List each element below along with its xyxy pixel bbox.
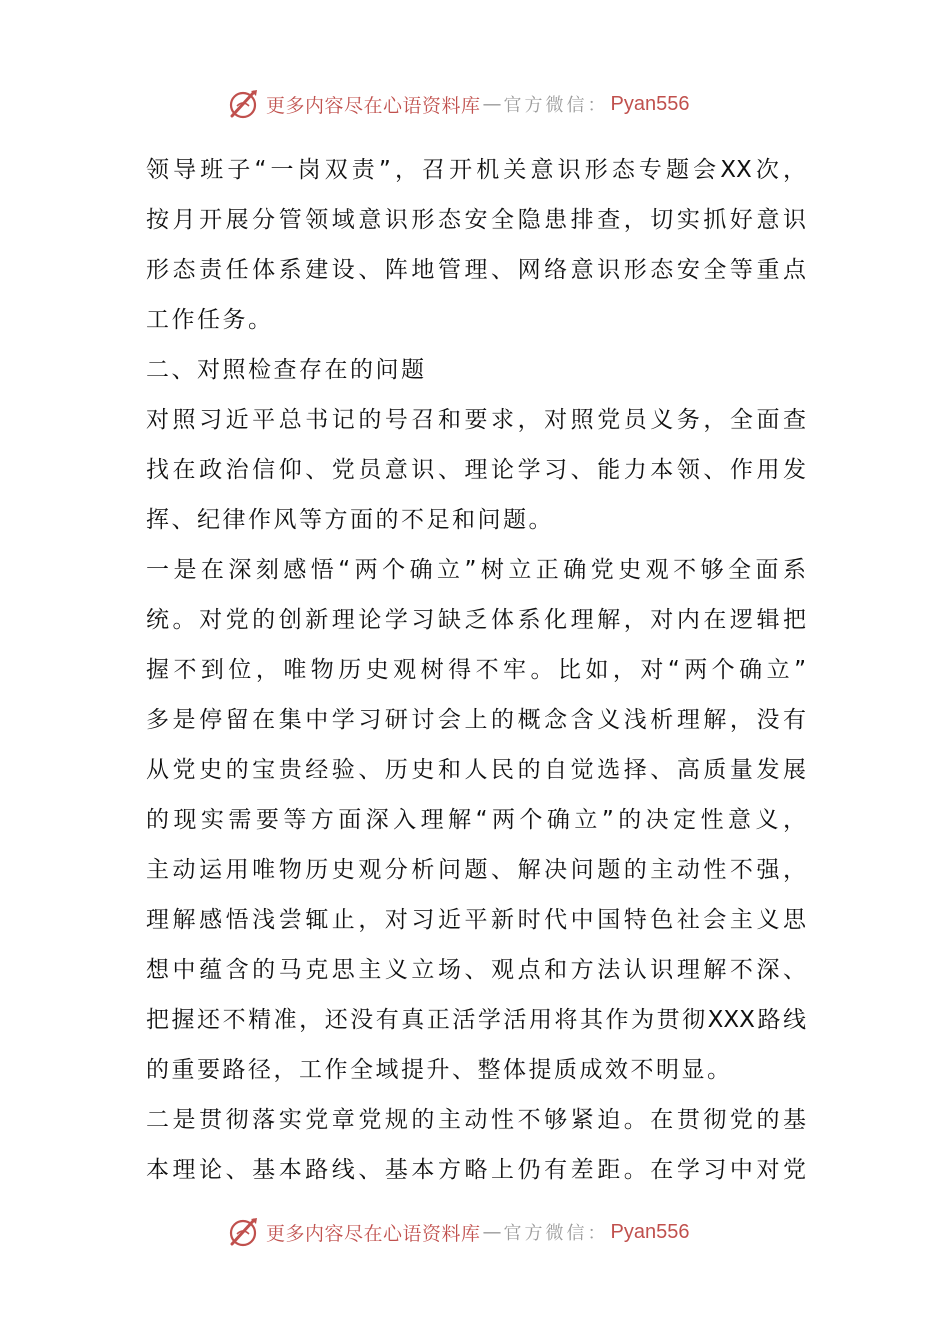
text-line: 按月开展分管领域意识形态安全隐患排查，切实抓好意识 [146,207,806,233]
document-body [146,145,806,1195]
text-line: 统。对党的创新理论学习缺乏体系化理解，对内在逻辑把 [146,607,806,633]
text-line: 二是贯彻落实党章党规的主动性不够紧迫。在贯彻党的基 [146,1107,806,1133]
wechat-id: Pyan556 [610,92,690,115]
header-watermark-banner [226,84,689,124]
footer-watermark-banner [226,1212,689,1252]
text-line: 一是在深刻感悟“两个确立”树立正确党史观不够全面系 [146,557,806,583]
pen-logo-icon [226,86,262,122]
text-line: 工作任务。 [146,307,274,333]
text-line: 从党史的宝贵经验、历史和人民的自觉选择、高质量发展 [146,757,806,783]
wechat-id: Pyan556 [610,1220,690,1243]
text-line: 想中蕴含的马克思主义立场、观点和方法认识理解不深、 [146,957,806,983]
text-line: 本理论、基本路线、基本方略上仍有差距。在学习中对党 [146,1157,806,1183]
text-line: 领导班子“一岗双责”，召开机关意识形态专题会XX次， [146,157,806,183]
text-line: 对照习近平总书记的号召和要求，对照党员义务，全面查 [146,407,806,433]
pen-logo-icon [226,1214,262,1250]
wechat-label: 官方微信： [503,1223,609,1244]
text-line: 形态责任体系建设、阵地管理、网络意识形态安全等重点 [146,257,806,283]
text-line: 握不到位，唯物历史观树得不牢。比如，对“两个确立” [146,657,806,683]
brand-text: 更多内容尽在心语资料库 [266,1222,481,1245]
text-line: 主动运用唯物历史观分析问题、解决问题的主动性不强， [146,857,806,883]
text-line: 的重要路径，工作全域提升、整体提质成效不明显。 [146,1057,733,1083]
wechat-label: 官方微信： [503,95,609,116]
text-line: 多是停留在集中学习研讨会上的概念含义浅析理解，没有 [146,707,806,733]
banner-dash: — [482,1221,502,1243]
text-line: 把握还不精准，还没有真正活学活用将其作为贯彻XXX路线 [146,1007,806,1033]
banner-dash: — [482,93,502,115]
brand-text: 更多内容尽在心语资料库 [266,94,481,117]
text-line: 找在政治信仰、党员意识、理论学习、能力本领、作用发 [146,457,806,483]
text-line: 二、对照检查存在的问题 [146,357,427,383]
text-line: 的现实需要等方面深入理解“两个确立”的决定性意义， [146,807,806,833]
text-line: 挥、纪律作风等方面的不足和问题。 [146,507,554,533]
text-line: 理解感悟浅尝辄止，对习近平新时代中国特色社会主义思 [146,907,806,933]
